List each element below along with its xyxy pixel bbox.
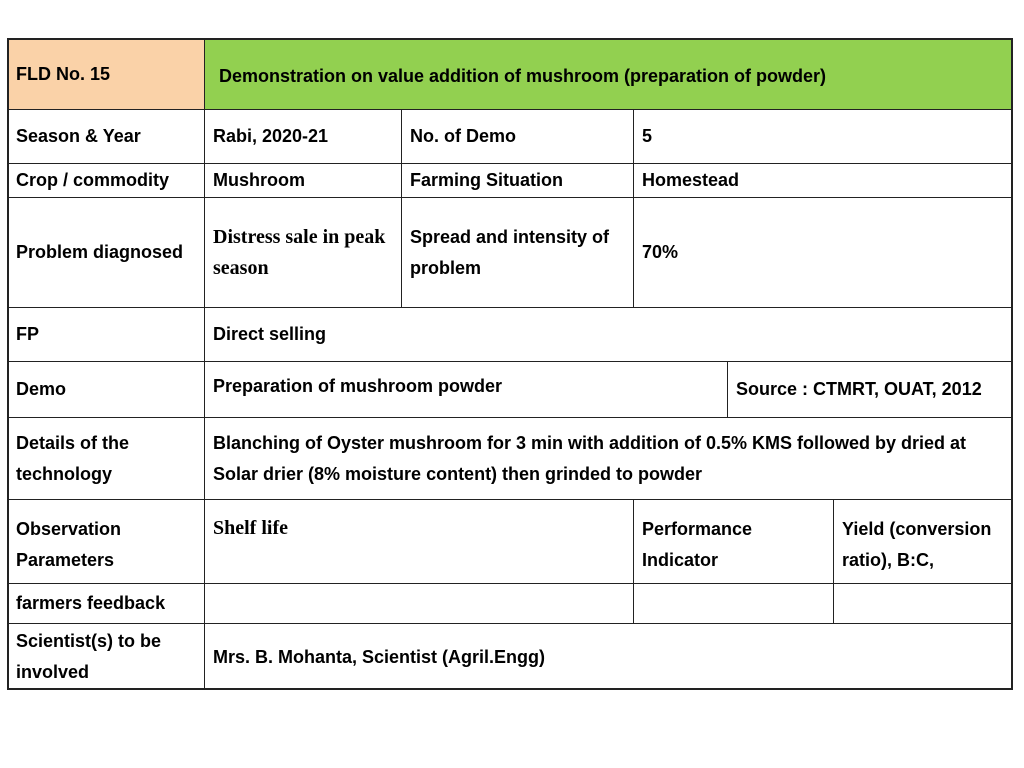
demo-value: Preparation of mushroom powder [204, 361, 727, 417]
scientist-label: Scientist(s) to be involved [7, 623, 204, 690]
spread-label: Spread and intensity of problem [401, 197, 633, 307]
problem-value: Distress sale in peak season [204, 197, 401, 307]
demo-source: Source : CTMRT, OUAT, 2012 [727, 361, 1013, 417]
feedback-label: farmers feedback [7, 583, 204, 623]
fp-value: Direct selling [204, 307, 1013, 361]
scientist-value: Mrs. B. Mohanta, Scientist (Agril.Engg) [204, 623, 1013, 690]
observation-label: Observation Parameters [7, 499, 204, 583]
fld-title-cell: Demonstration on value addition of mushroom (preparation of powder) [204, 38, 1013, 109]
crop-label: Crop / commodity [7, 163, 204, 197]
performance-label: Performance Indicator [633, 499, 833, 583]
spread-value: 70% [633, 197, 1013, 307]
fp-label: FP [7, 307, 204, 361]
farming-situation-value: Homestead [633, 163, 1013, 197]
farming-situation-label: Farming Situation [401, 163, 633, 197]
demo-count-label: No. of Demo [401, 109, 633, 163]
demo-label: Demo [7, 361, 204, 417]
feedback-extra-1 [633, 583, 833, 623]
crop-value: Mushroom [204, 163, 401, 197]
feedback-value [204, 583, 633, 623]
season-label: Season & Year [7, 109, 204, 163]
details-label: Details of the technology [7, 417, 204, 499]
performance-value: Yield (conversion ratio), B:C, [833, 499, 1013, 583]
problem-label: Problem diagnosed [7, 197, 204, 307]
fld-number-cell: FLD No. 15 [7, 38, 204, 109]
demo-count-value: 5 [633, 109, 1013, 163]
observation-value: Shelf life [204, 499, 633, 583]
feedback-extra-2 [833, 583, 1013, 623]
season-value: Rabi, 2020-21 [204, 109, 401, 163]
fld-table [7, 38, 1013, 690]
details-value: Blanching of Oyster mushroom for 3 min with addition of 0.5% KMS followed by dried at Solar drier (8% moisture content) then grinded to powder [204, 417, 1013, 499]
